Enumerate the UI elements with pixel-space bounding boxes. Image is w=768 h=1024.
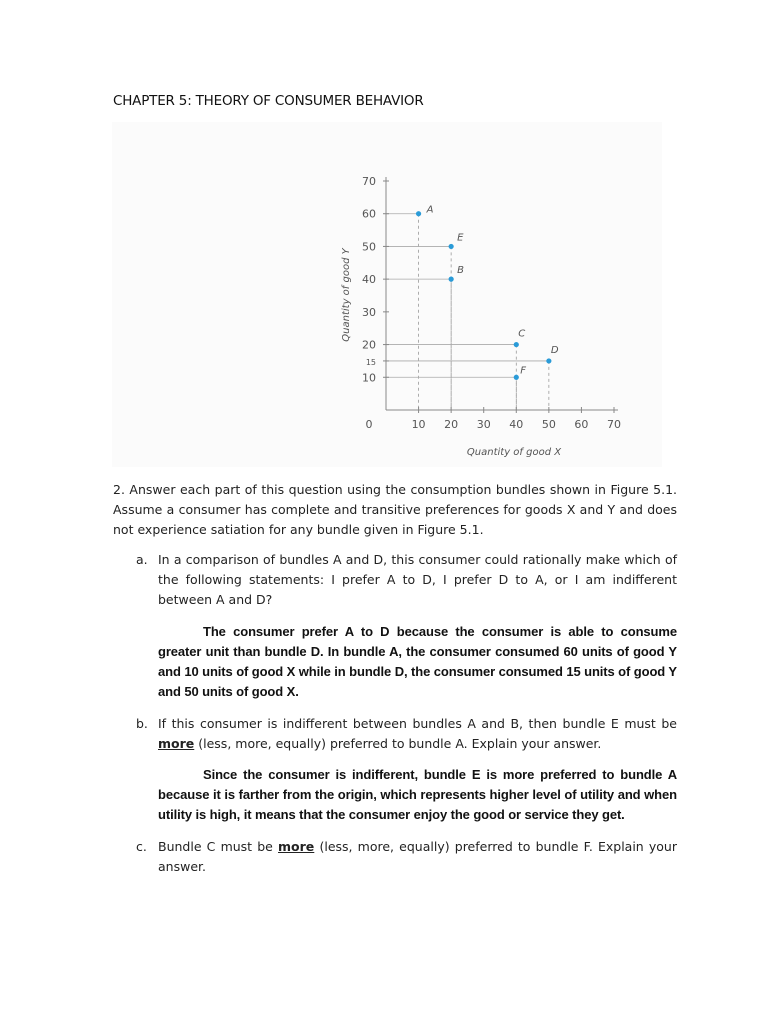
- part-b-text-after: (less, more, equally) preferred to bundle A. Explain your answer.: [198, 736, 602, 751]
- part-b-marker: b.: [136, 716, 148, 731]
- point-B: [449, 277, 454, 282]
- part-a-marker: a.: [136, 552, 148, 567]
- part-c: [136, 837, 677, 877]
- part-b-text-before: If this consumer is indifferent between bundles A and B, then bundle E must be: [158, 716, 677, 731]
- y-tick-label: 15: [365, 357, 376, 367]
- part-a: [136, 550, 677, 610]
- answer-a-text: The consumer prefer A to D because the consumer is able to consume greater unit than bundle D. In bundle A, the consumer consumed 60 units of good Y and 10 units of good X while in bundle D, the consumer consumed 15 units of good Y and 50 units of good X.: [158, 624, 677, 699]
- part-b: [136, 714, 677, 754]
- x-tick-label: 60: [574, 418, 589, 431]
- point-label-E: E: [457, 232, 464, 244]
- x-tick-label: 40: [509, 418, 524, 431]
- x-axis-label: Quantity of good X: [466, 447, 562, 458]
- answer-b: [158, 765, 677, 825]
- point-label-A: A: [426, 204, 434, 216]
- y-tick-label: 40: [362, 273, 376, 287]
- point-C: [514, 342, 519, 347]
- y-tick-label: 20: [362, 338, 376, 352]
- part-a-text: In a comparison of bundles A and D, this consumer could rationally make which of the following statements: I prefer A to D, I prefer D to A, or I am indifferent between A and D?: [158, 552, 677, 607]
- x-tick-label: 10: [411, 418, 426, 431]
- point-D: [546, 358, 551, 363]
- point-label-B: B: [457, 265, 465, 277]
- part-c-text: [158, 837, 677, 877]
- chapter-title: CHAPTER 5: THEORY OF CONSUMER BEHAVIOR: [113, 93, 424, 109]
- part-c-text-after: (less, more, equally) preferred to bundle F. Explain your answer.: [158, 839, 677, 874]
- y-tick-label: 70: [362, 175, 376, 188]
- y-tick-label: 50: [362, 240, 376, 254]
- question-intro: 2. Answer each part of this question using the consumption bundles shown in Figure 5.1. Assume a consumer has complete and transitive preferences for goods X and Y and does not experience satiation for any bundle given in Figure 5.1.: [113, 482, 677, 537]
- point-F: [514, 375, 519, 380]
- part-c-marker: c.: [136, 839, 147, 854]
- part-b-fill: more: [158, 736, 195, 751]
- point-label-C: C: [518, 328, 526, 340]
- y-tick-label: 30: [362, 305, 376, 319]
- figure-background: [112, 122, 662, 467]
- part-c-fill: more: [278, 839, 315, 854]
- x-tick-label: 70: [607, 418, 621, 431]
- point-label-D: D: [550, 344, 559, 356]
- y-tick-label: 10: [362, 371, 376, 385]
- x-tick-label: 50: [541, 418, 556, 431]
- part-b-text: [158, 714, 677, 754]
- y-axis-label: Quantity of good Y: [341, 248, 352, 342]
- answer-b-text: Since the consumer is indifferent, bundle E is more preferred to bundle A because it is farther from the origin, which represents higher level of utility and when utility is high, it means that the consumer enjoy the good or service they get.: [158, 767, 677, 822]
- consumption-bundles-chart: [0, 0, 768, 480]
- point-label-F: F: [520, 365, 527, 377]
- answer-a: [158, 622, 677, 702]
- y-tick-label: 60: [362, 207, 376, 221]
- point-A: [416, 211, 421, 216]
- x-tick-label: 30: [476, 418, 491, 431]
- x-tick-label: 0: [365, 418, 373, 431]
- part-c-text-before: Bundle C must be: [158, 839, 273, 854]
- point-E: [449, 244, 454, 249]
- x-tick-label: 20: [444, 418, 459, 431]
